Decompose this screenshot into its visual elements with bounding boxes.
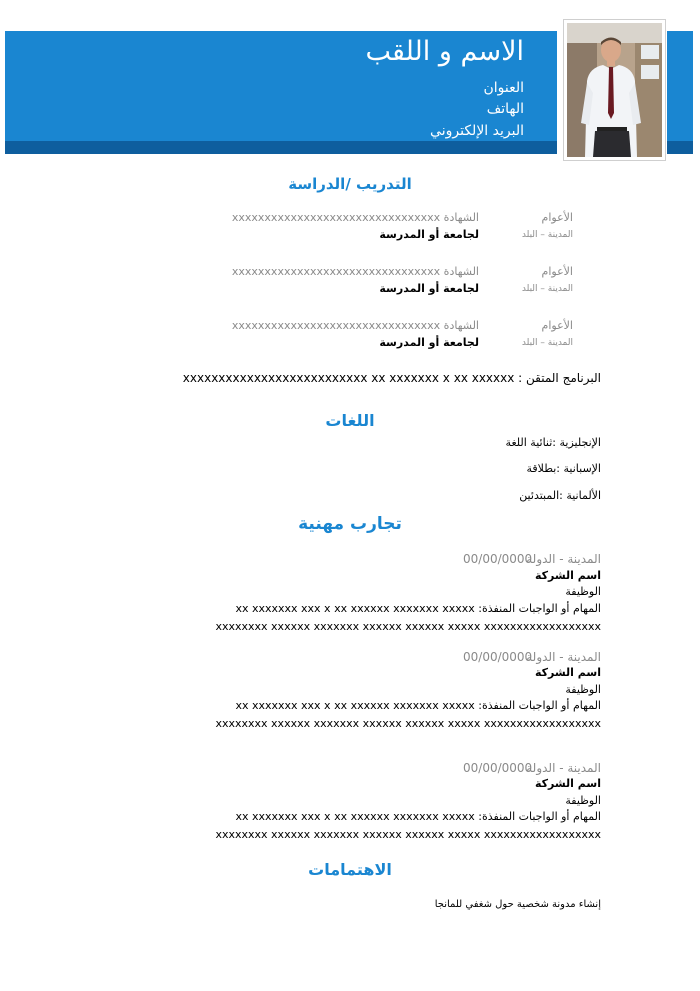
exp-date: 00/00/0000 <box>463 650 533 664</box>
edu-school: لجامعة أو المدرسة <box>379 282 479 295</box>
language-item: الألمانية :المبتدئين <box>519 489 601 502</box>
exp-details: xxxxxxxx xxxxxx xxxxxxx xxxxxx xxxxxx xxxxx xxxxxxxxxxxxxxxxxx <box>215 620 601 633</box>
edu-years: الأعوام <box>541 211 573 224</box>
exp-date: 00/00/0000 <box>463 761 533 775</box>
edu-degree: الشهادة xxxxxxxxxxxxxxxxxxxxxxxxxxxxxxxx <box>231 265 479 278</box>
exp-location: المدينة - الدولة <box>526 761 601 775</box>
exp-details: xxxxxxxx xxxxxx xxxxxxx xxxxxx xxxxxx xxxxx xxxxxxxxxxxxxxxxxx <box>215 828 601 841</box>
exp-details: xxxxxxxx xxxxxx xxxxxxx xxxxxx xxxxxx xxxxx xxxxxxxxxxxxxxxxxx <box>215 717 601 730</box>
edu-degree: الشهادة xxxxxxxxxxxxxxxxxxxxxxxxxxxxxxxx <box>231 319 479 332</box>
address-line: العنوان <box>483 80 524 96</box>
candidate-name: الاسم و اللقب <box>365 36 524 67</box>
edu-degree: الشهادة xxxxxxxxxxxxxxxxxxxxxxxxxxxxxxxx <box>231 211 479 224</box>
email-line: البريد الإلكتروني <box>430 123 524 139</box>
edu-school: لجامعة أو المدرسة <box>379 228 479 241</box>
exp-duties: المهام أو الواجبات المنفذة: xx xxxxxxx xxx x xx xxxxxx xxxxxxx xxxxx <box>235 699 601 712</box>
experience-section-title: تجارب مهنية <box>298 514 402 534</box>
exp-role: الوظيفة <box>565 585 601 598</box>
education-section-title: التدريب /الدراسة <box>288 175 412 193</box>
exp-location: المدينة - الدولة <box>526 650 601 664</box>
exp-duties: المهام أو الواجبات المنفذة: xx xxxxxxx xxx x xx xxxxxx xxxxxxx xxxxx <box>235 602 601 615</box>
exp-date: 00/00/0000 <box>463 552 533 566</box>
exp-company: اسم الشركة <box>534 569 601 582</box>
exp-duties: المهام أو الواجبات المنفذة: xx xxxxxxx xxx x xx xxxxxx xxxxxxx xxxxx <box>235 810 601 823</box>
software-line: البرنامج المتقن : xxxxxxxxxxxxxxxxxxxxxxxxxx xx xxxxxxx x xx xxxxxx <box>182 371 601 385</box>
edu-city: المدينة – البلد <box>521 338 573 348</box>
edu-years: الأعوام <box>541 265 573 278</box>
edu-school: لجامعة أو المدرسة <box>379 336 479 349</box>
exp-role: الوظيفة <box>565 683 601 696</box>
interest-item: إنشاء مدونة شخصية حول شغفي للمانجا <box>434 899 601 910</box>
exp-role: الوظيفة <box>565 794 601 807</box>
exp-location: المدينة - الدولة <box>526 552 601 566</box>
profile-photo <box>563 19 666 161</box>
edu-years: الأعوام <box>541 319 573 332</box>
language-item: الإنجليزية :ثنائية اللغة <box>505 436 601 449</box>
edu-city: المدينة – البلد <box>521 230 573 240</box>
language-item: الإسبانية :بطلاقة <box>526 462 601 475</box>
exp-company: اسم الشركة <box>534 666 601 679</box>
exp-company: اسم الشركة <box>534 777 601 790</box>
person-photo-icon <box>567 23 662 157</box>
edu-city: المدينة – البلد <box>521 284 573 294</box>
languages-section-title: اللغات <box>325 411 375 430</box>
interests-section-title: الاهتمامات <box>308 860 392 879</box>
phone-line: الهاتف <box>486 101 524 117</box>
